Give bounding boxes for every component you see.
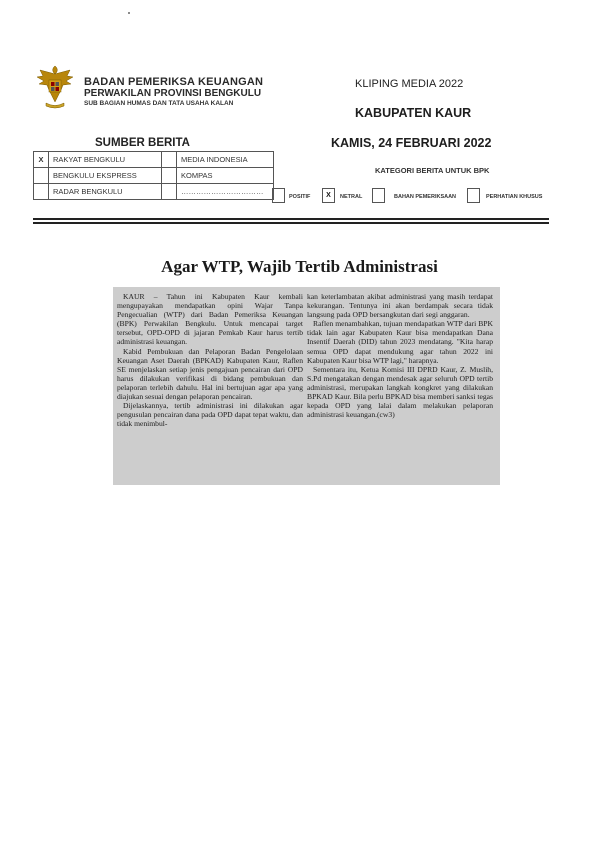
scan-speck	[128, 12, 130, 14]
article-paragraph: Raflen menambahkan, tujuan mendapatkan WTP dari BPK tidak lain agar Kabupaten Kaur bisa mendapatkan Dana Insentif Daerah (DID) tahun 2023 mendatang. "Kita harap semua OPD dapat mendukung agar tahun 2022 ini Kabupaten Kaur bisa WTP lagi," harapnya.	[307, 319, 493, 365]
source-table	[33, 151, 274, 200]
source-name: KOMPAS	[177, 168, 274, 184]
category-positif-checkbox[interactable]	[272, 188, 285, 203]
kabupaten-label: KABUPATEN KAUR	[355, 106, 472, 120]
org-branch: PERWAKILAN PROVINSI BENGKULU	[84, 88, 262, 99]
source-name: ……………………………	[177, 184, 274, 200]
category-netral-label: NETRAL	[340, 194, 363, 200]
article-column-right	[307, 292, 493, 419]
source-checkbox[interactable]	[162, 184, 177, 200]
category-bahan-label: BAHAN PEMERIKSAAN	[394, 194, 457, 200]
article-paragraph: kan keterlambatan akibat administrasi yang masih terdapat kekurangan. Tentunya ini akan berdampak secara tidak langsung pada OPD bersangkutan dari segi anggaran.	[307, 292, 493, 320]
article-paragraph: Dijelaskannya, tertib administrasi ini dilakukan agar pengusulan pencairan dana pada OPD dapat tepat waktu, dan tidak menimbul-	[117, 401, 303, 429]
source-checkbox[interactable]	[34, 184, 49, 200]
article-paragraph: Sementara itu, Ketua Komisi III DPRD Kaur, Z. Muslih, S.Pd mengatakan dengan mendesak agar seluruh OPD tertib administrasi, merupakan langkah kongkret yang dilakukan BPKAD Kaur. Bila perlu BPKAD bisa memberi sanksi tegas kepada OPD yang lalai dalam melakukan pelaporan administrasi keuangan.(cw3)	[307, 364, 493, 420]
category-perhatian-checkbox[interactable]	[467, 188, 480, 203]
date-label: KAMIS, 24 FEBRUARI 2022	[331, 136, 492, 150]
source-checkbox[interactable]: X	[34, 152, 49, 168]
source-name: RAKYAT BENGKULU	[49, 152, 162, 168]
source-name: BENGKULU EKSPRESS	[49, 168, 162, 184]
category-bahan-checkbox[interactable]	[372, 188, 385, 203]
source-row	[34, 168, 274, 184]
article-title: Agar WTP, Wajib Tertib Administrasi	[161, 257, 438, 276]
source-name: MEDIA INDONESIA	[177, 152, 274, 168]
source-checkbox[interactable]	[162, 152, 177, 168]
source-row	[34, 152, 274, 168]
kategori-label: KATEGORI BERITA UNTUK BPK	[375, 166, 490, 175]
org-subdivision: SUB BAGIAN HUMAS DAN TATA USAHA KALAN	[84, 100, 234, 107]
org-name: BADAN PEMERIKSA KEUANGAN	[84, 76, 264, 88]
sumber-berita-label: SUMBER BERITA	[95, 137, 190, 149]
header-divider-bottom	[33, 222, 549, 224]
article-column-left	[117, 292, 303, 428]
source-checkbox[interactable]	[34, 168, 49, 184]
garuda-emblem-icon	[34, 62, 76, 110]
category-perhatian-label: PERHATIAN KHUSUS	[486, 194, 543, 200]
header-divider-top	[33, 218, 549, 220]
source-name: RADAR BENGKULU	[49, 184, 162, 200]
article-paragraph: KAUR – Tahun ini Kabupaten Kaur kembali mengupayakan mendapatkan opini Wajar Tanpa Pengecualian (WTP) dari Badan Pemeriksa Keuangan (BPK) Perwakilan Bengkulu. Untuk mencapai target tersebut, OPD-OPD di jajaran Pemkab Kaur harus tertib administrasi keuangan.	[117, 292, 303, 347]
article-paragraph: Kabid Pembukuan dan Pelaporan Badan Pengelolaan Keuangan Aset Daerah (BPKAD) Kabupaten Kaur, Raflen SE menjelaskan setiap jenis pengajuan pencairan dari OPD harus dilakukan verifikasi di bidang pembukuan dan pelaporan terlebih dahulu. Hal ini bertujuan agar apa yang diajukan sesuai dengan pelaporan pencairan.	[117, 346, 303, 402]
source-row	[34, 184, 274, 200]
kliping-label: KLIPING MEDIA 2022	[355, 78, 464, 90]
category-positif-label: POSITIF	[289, 194, 311, 200]
source-checkbox[interactable]	[162, 168, 177, 184]
category-netral-checkbox[interactable]: X	[322, 188, 335, 203]
